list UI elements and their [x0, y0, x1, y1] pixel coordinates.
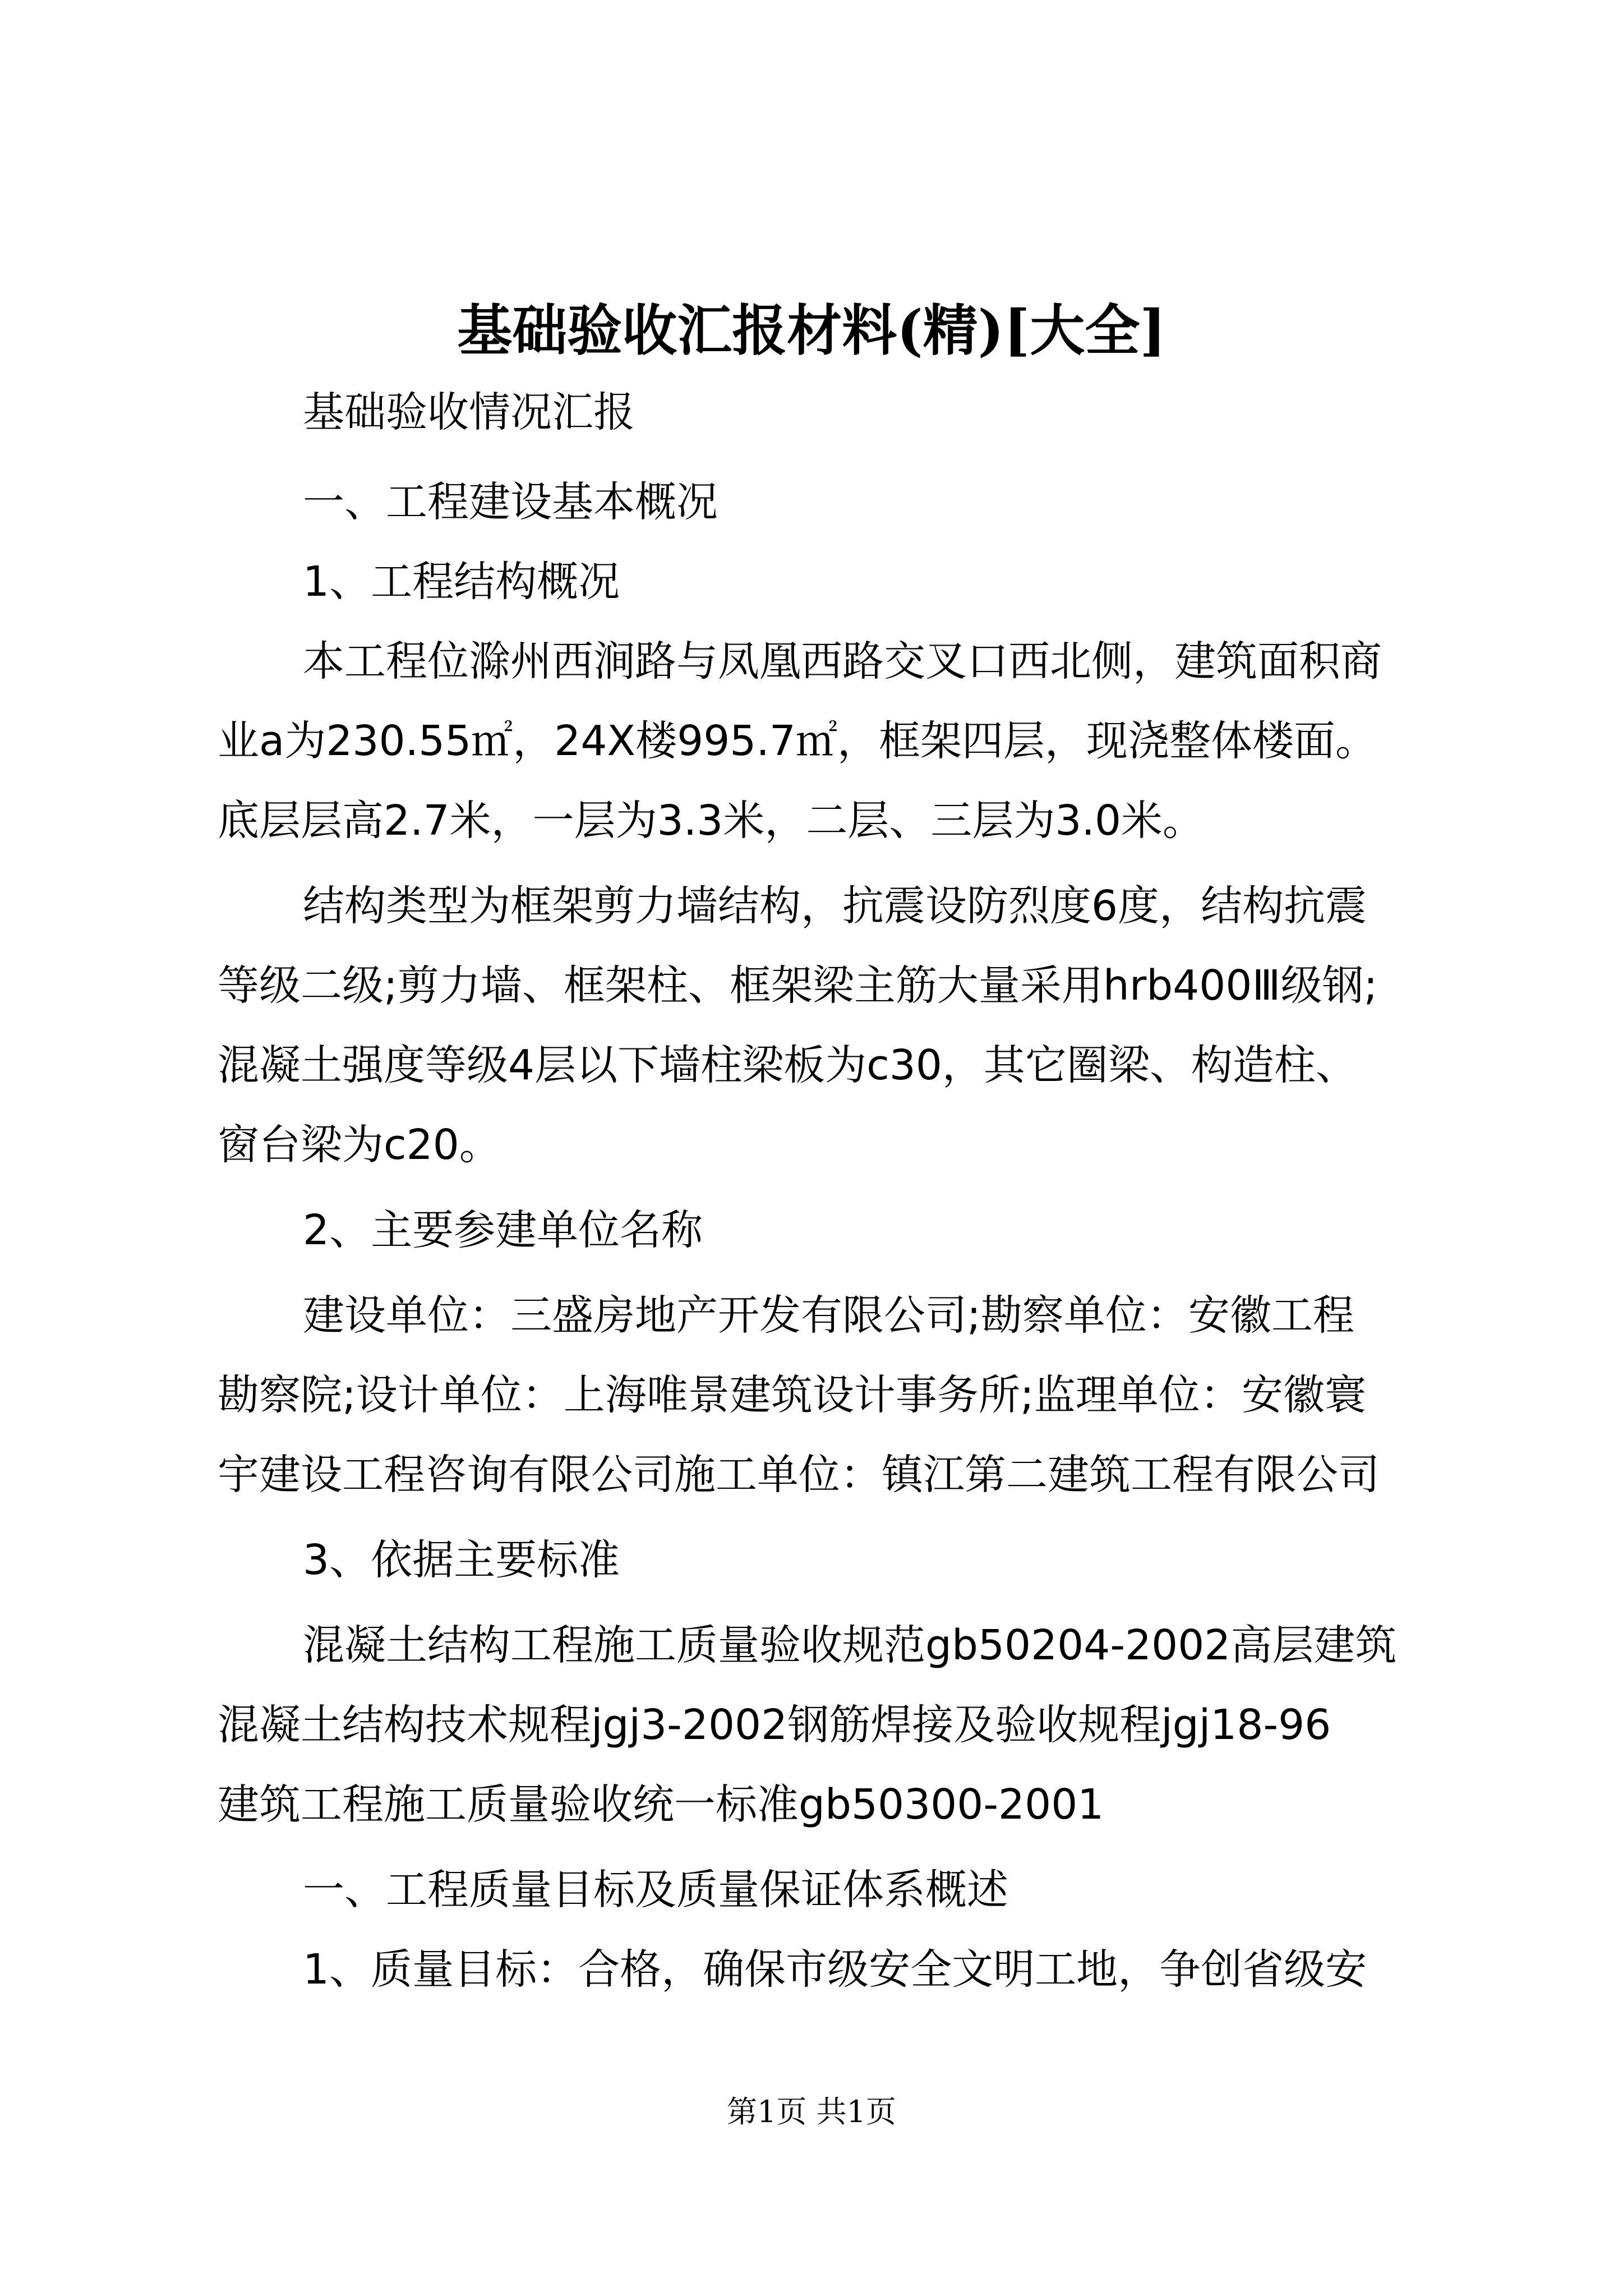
text-line: 业a为230.55㎡，24X楼995.7㎡，框架四层，现浇整体楼面。: [218, 717, 1377, 765]
document-title: 基础验收汇报材料(精)[大全]: [457, 298, 1166, 363]
text-line: 2、主要参建单位名称: [303, 1206, 703, 1254]
text-line: 本工程位滁州西涧路与凤凰西路交叉口西北侧，建筑面积商: [303, 637, 1382, 685]
text-line: 宇建设工程咨询有限公司施工单位：镇江第二建筑工程有限公司: [218, 1451, 1380, 1499]
text-line: 底层层高2.7米，一层为3.3米，二层、三层为3.0米。: [218, 797, 1205, 845]
text-line: 混凝土结构技术规程jgj3-2002钢筋焊接及验收规程jgj18-96: [218, 1701, 1331, 1749]
text-line: 1、质量目标：合格，确保市级安全文明工地，争创省级安: [303, 1945, 1367, 1994]
text-line: 建筑工程施工质量验收统一标准gb50300-2001: [218, 1780, 1104, 1829]
text-line: 1、工程结构概况: [303, 558, 620, 606]
text-line: 一、工程建设基本概况: [303, 478, 718, 526]
text-line: 结构类型为框架剪力墙结构，抗震设防烈度6度，结构抗震: [303, 882, 1367, 930]
text-line: 勘察院;设计单位：上海唯景建筑设计事务所;监理单位：安徽寰: [218, 1371, 1366, 1419]
text-line: 窗台梁为c20。: [218, 1121, 501, 1169]
text-line: 混凝土结构工程施工质量验收规范gb50204-2002高层建筑: [303, 1621, 1397, 1669]
text-line: 建设单位：三盛房地产开发有限公司;勘察单位：安徽工程: [303, 1291, 1354, 1340]
text-line: 3、依据主要标准: [303, 1536, 620, 1584]
text-line: 一、工程质量目标及质量保证体系概述: [303, 1866, 1008, 1914]
text-line: 混凝土强度等级4层以下墙柱梁板为c30，其它圈梁、构造柱、: [218, 1041, 1357, 1089]
page-footer: 第1页 共1页: [727, 2094, 896, 2129]
text-line: 等级二级;剪力墙、框架柱、框架梁主筋大量采用hrb400Ⅲ级钢;: [218, 961, 1378, 1010]
text-line: 基础验收情况汇报: [303, 388, 635, 436]
